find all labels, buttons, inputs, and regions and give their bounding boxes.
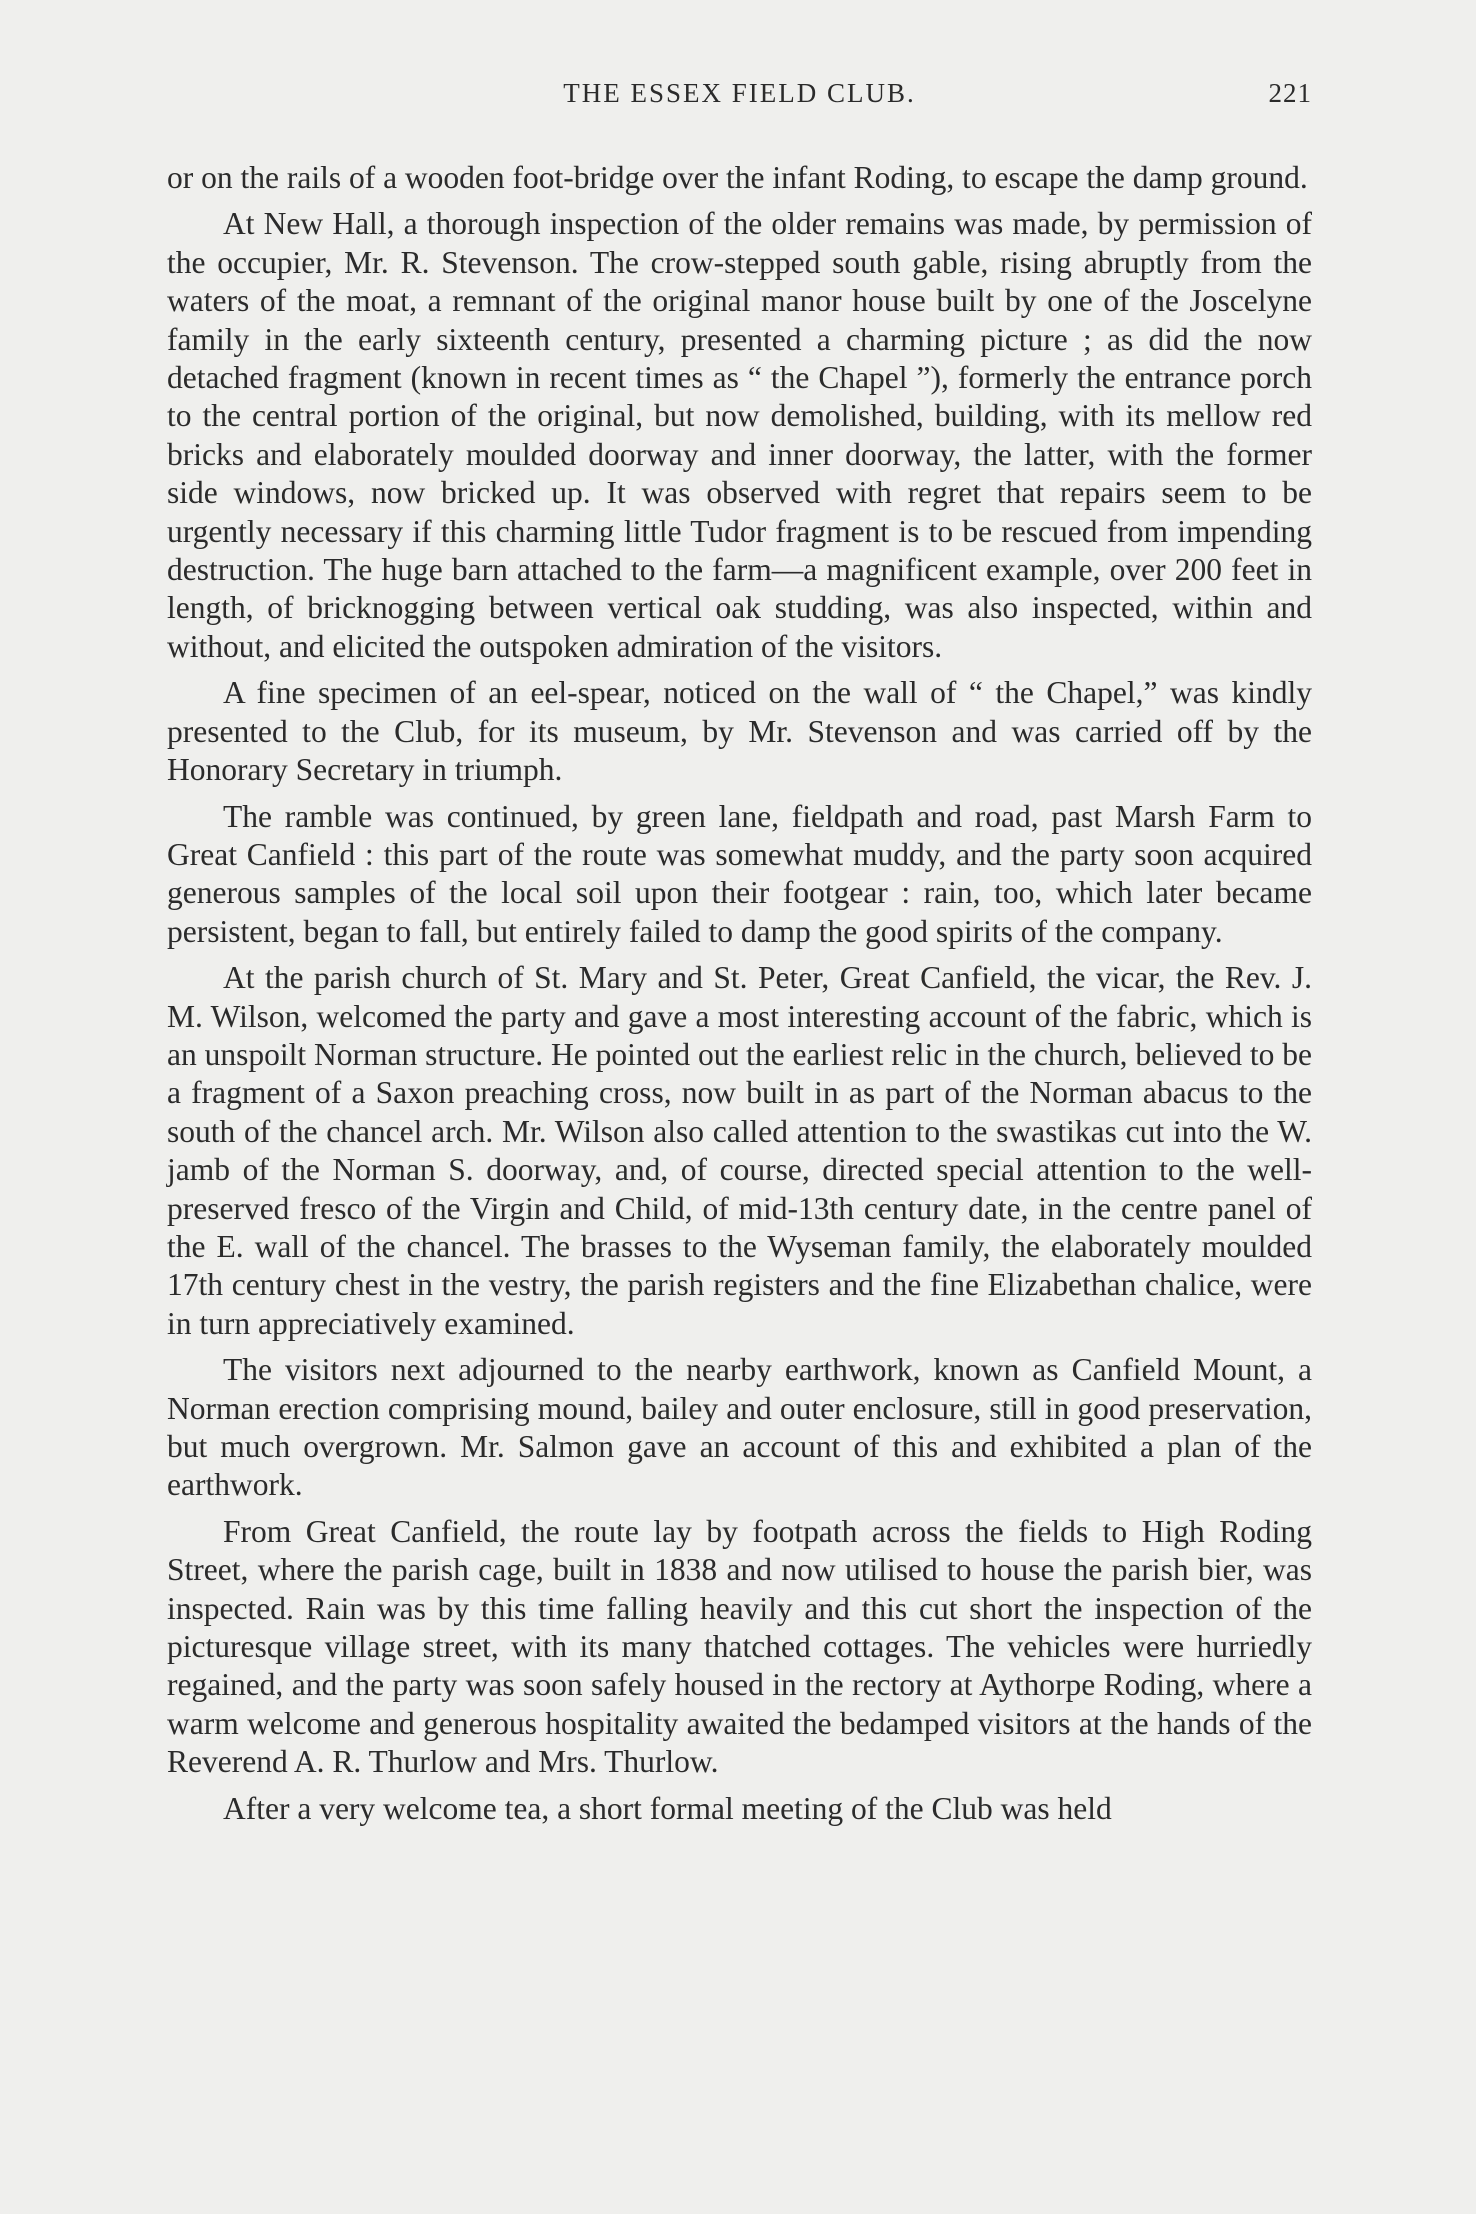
paragraph-parish-church: At the parish church of St. Mary and St. Peter, Great Canfield, the vicar, the Rev. J. M. Wilson, welcomed the party and gave a most interesting account of the fabric, which is an unspoilt Norman structure. He pointed out the earliest relic in the church, believed to be a fragment of a Saxon preaching cross, now built in as part of the Norman abacus to the south of the chancel arch. Mr. Wilson also called attention to the swastikas cut into the W. jamb of the Norman S. doorway, and, of course, directed special attention to the well-preserved fresco of the Virgin and Child, of mid-13th century date, in the centre panel of the E. wall of the chancel. The brasses to the Wyseman family, the elaborately moulded 17th century chest in the vestry, the parish registers and the fine Elizabethan chalice, were in turn appreciatively examined. — [167, 960, 1313, 1341]
paragraph-continued: or on the rails of a wooden foot-bridge over the infant Roding, to escape the damp ground. — [167, 160, 1308, 195]
paragraph-earthwork: The visitors next adjourned to the nearby earthwork, known as Canfield Mount, a Norman erection comprising mound, bailey and outer enclosure, still in good preservation, but much overgrown. Mr. Salmon gave an account of this and exhibited a plan of the earthwork. — [167, 1352, 1312, 1503]
running-head-title: THE ESSEX FIELD CLUB. — [563, 78, 916, 108]
document-page — [167, 0, 1312, 2214]
paragraph-new-hall: At New Hall, a thorough inspection of the older remains was made, by permission of the occupier, Mr. R. Stevenson. The crow-stepped south gable, rising abruptly from the waters of the moat, a remnant of the original manor house built by one of the Joscelyne family in the early sixteenth century, presented a charming picture ; as did the now detached fragment (known in recent times as “ the Chapel ”), formerly the entrance porch to the central portion of the original, but now demolished, building, with its mellow red bricks and elaborately moulded doorway and inner doorway, the latter, with the former side windows, now bricked up. It was observed with regret that repairs seem to be urgently necessary if this charming little Tudor fragment is to be rescued from impending destruction. The huge barn attached to the farm—a magnificent example, over 200 feet in length, of bricknogging between vertical oak studding, was also inspected, within and without, and elicited the outspoken admiration of the visitors. — [167, 206, 1312, 664]
paragraph-tea: After a very welcome tea, a short formal meeting of the Club was held — [223, 1790, 1112, 1826]
page-number: 221 — [1268, 78, 1312, 108]
paragraph-high-roding: From Great Canfield, the route lay by footpath across the fields to High Roding Street, where the parish cage, built in 1838 and now utilised to house the parish bier, was inspected. Rain was by this time falling heavily and this cut short the inspection of the picturesque village street, with its many thatched cottages. The vehicles were hurriedly regained, and the party was soon safely housed in the rectory at Aythorpe Roding, where a warm welcome and generous hospitality awaited the bedamped visitors at the hands of the Reverend A. R. Thurlow and Mrs. Thurlow. — [167, 1513, 1312, 1780]
body-text — [167, 159, 1312, 1836]
running-head — [167, 78, 1312, 122]
paragraph-ramble: The ramble was continued, by green lane, fieldpath and road, past Marsh Farm to Great Canfield : this part of the route was somewhat muddy, and the party soon acquired generous samples of the local soil upon their footgear : rain, too, which later became persistent, began to fall, but entirely failed to damp the good spirits of the company. — [167, 798, 1312, 949]
paragraph-eel-spear: A fine specimen of an eel-spear, noticed on the wall of “ the Chapel,” was kindly presented to the Club, for its museum, by Mr. Stevenson and was carried off by the Honorary Secretary in triumph. — [167, 675, 1312, 788]
